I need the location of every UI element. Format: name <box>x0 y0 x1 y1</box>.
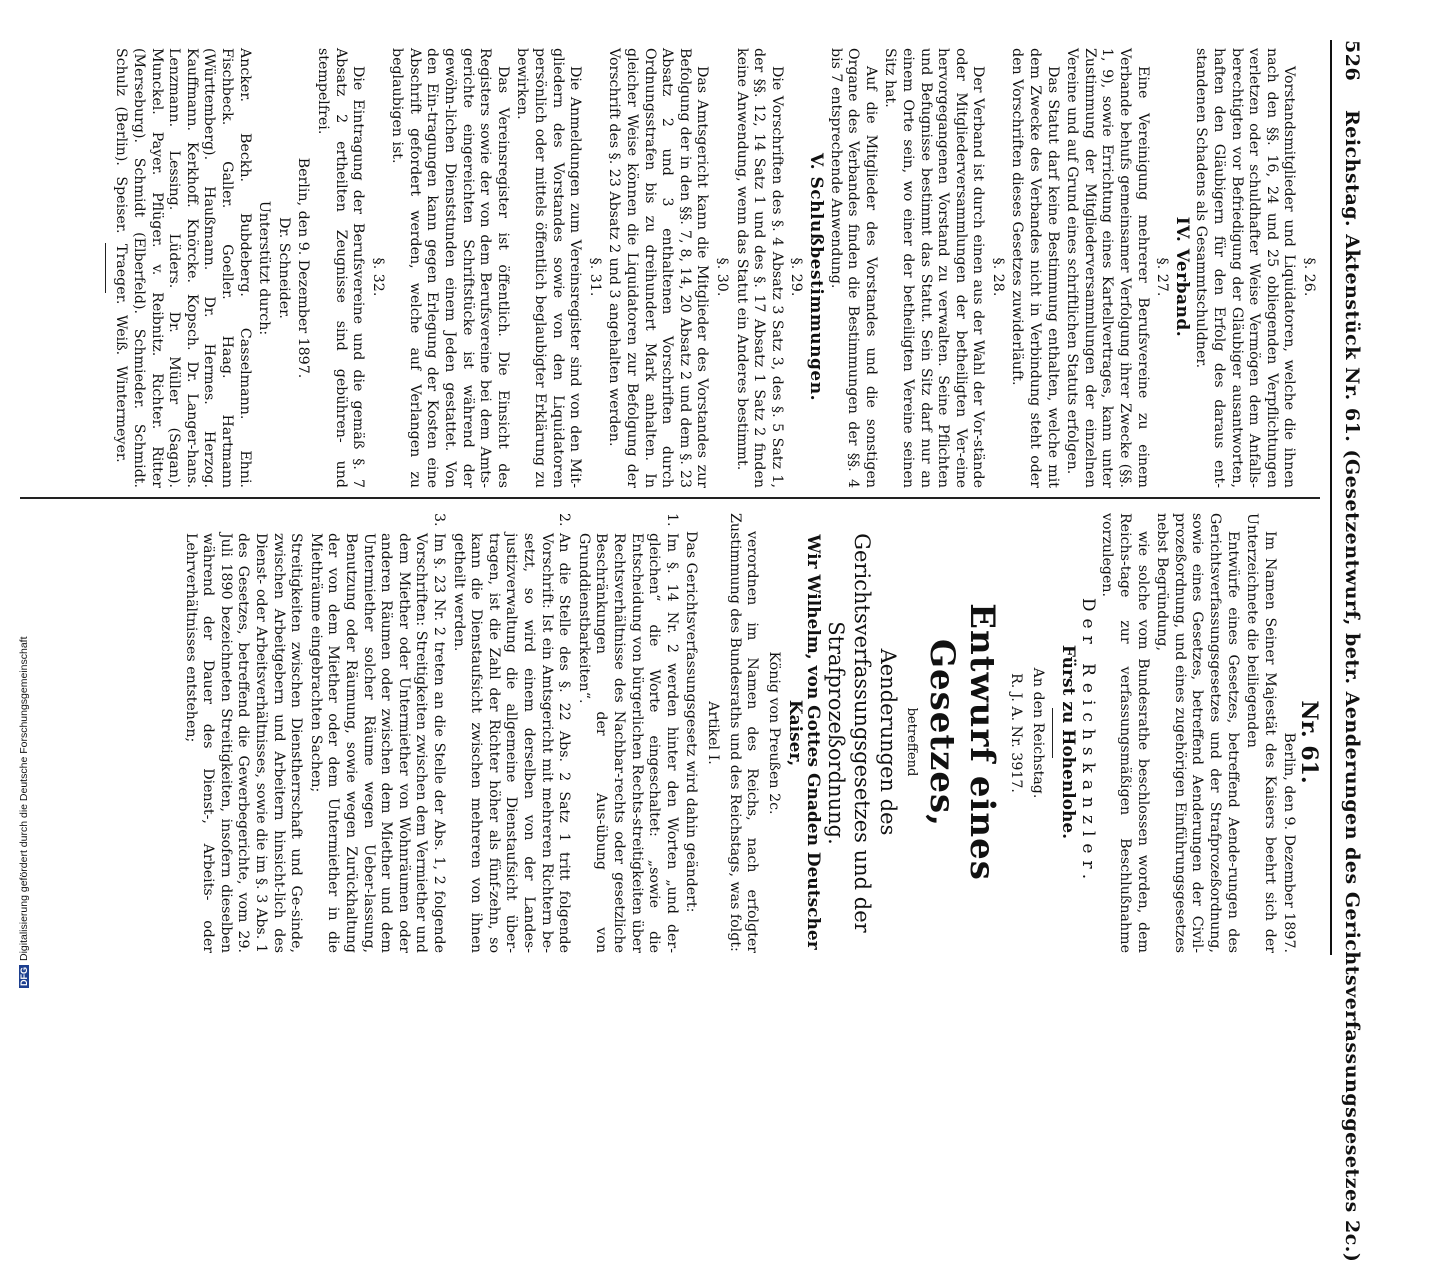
reference-line: An den Reichstag. <box>1029 667 1046 799</box>
signature-line: Berlin, den 9. Dezember 1897. <box>295 157 312 379</box>
section-number: §. 30. <box>714 257 730 297</box>
list-item <box>574 513 680 953</box>
list-text: Im §. 23 Nr. 2 treten an die Stelle der Abs. 1, 2 folgende Vorschriften: Streitigkeiten zwischen dem Vermiether und dem Miether oder Untermiether von Wohnräumen oder anderen Räumen oder zwischen dem Miether und dem Untermiether solcher Räume wegen Ueber-lassung, Benutzung oder Räumung, sowie wegen Zurückhaltung der von dem Miether oder dem Untermiether in die Miethräume eingebrachten Sachen; <box>307 533 448 953</box>
list-number: 2. <box>556 513 573 527</box>
bill-subtitle: betreffend <box>904 707 920 777</box>
signature-line: Unterstützt durch: <box>256 200 273 336</box>
section-number: §. 31. <box>586 257 603 297</box>
list-paragraph: Streitigkeiten zwischen Dienstherrschaft und Ge-sinde, zwischen Arbeitgebern und Arbeitern hinsicht-lich des Dienst- oder Arbeitsverhältnisses, sowie die im §. 3 Abs. 1 des Gesetzes, betreffend die Gewerbegerichte, vom 29. Juli 1890 bezeichneten Streitigkeiten, insofern dieselben während der Dauer des Dienst-, Arbeits- oder Lehrverhältnisses entstehen; <box>182 533 305 953</box>
section-number: §. 26. <box>1301 257 1317 297</box>
list-number: 3. <box>431 513 448 527</box>
paragraph: Der Verband ist durch einen aus der Wahl der Vor-stände oder Mitgliederversammlungen der betheiligten Ver-eine hervorgegangenen Vorstand zu verwalten. Seine Pflichten und Befugnisse bestimmt das Statut. Sein Sitz darf nur an einem Orte sein, wo einer der betheiligten Vereine seinen Sitz hat. <box>882 48 987 488</box>
paragraph: Eine Vereinigung mehrerer Berufsvereine zu einem Verbande behufs gemeinsamer Verfolgung ihrer Zwecke (§§. 1, 9), sowie Errichtung eines Kartellvertrages, kann unter Zustimmung der Mitgliederversammlungen der einzelnen Vereine und auf Grund eines schriftlichen Statuts erfolgen. <box>1064 48 1151 488</box>
column-divider <box>20 497 1320 499</box>
section-heading: V. Schlußbestimmungen. <box>805 152 826 402</box>
paragraph: Im Namen Seiner Majestät des Kaisers beehrt sich der Unterzeichnete die beiliegenden <box>1244 513 1278 953</box>
bold-line: Fürst zu Hohenlohe. <box>1058 644 1079 840</box>
digitization-footer <box>2 12 30 988</box>
section-number: §. 32. <box>369 257 386 297</box>
list-item <box>306 513 447 953</box>
document-number: Nr. 61. <box>1296 700 1322 784</box>
list-text: Im §. 14 Nr. 2 werden hinter den Worten „und der-gleichen“ die Worte eingeschaltet: „sowie die Entscheidung von bürgerlichen Rechts-streitigkeiten über Rechtsverhältnisse des Nachbar-rechts oder gesetzliche Beschränkungen der Aus-übung von Grunddienstbarkeiten“. <box>575 533 680 953</box>
reference-line: R. J. A. Nr. 3917. <box>1008 673 1025 793</box>
list-text: An die Stelle des §. 22 Abs. 2 Satz 1 tritt folgende Vorschrift: Ist ein Amtsgericht mit mehreren Richtern be-setzt, so wird einem derselben von der Landes-justizverwaltung die allgemeine Dienstaufsicht über-tragen, ist die Zahl der Richter höher als fünf-zehn, so kann die Dienstaufsicht zwischen mehreren von ihnen getheilt werden. <box>450 533 573 953</box>
page-number: 526 <box>1341 40 1363 82</box>
section-number: §. 28. <box>989 257 1006 297</box>
dfg-logo: DFG <box>19 967 29 986</box>
bold-line: Wir Wilhelm, von Gottes Gnaden Deutscher Kaiser, <box>785 534 823 950</box>
centered-line: Artikel I. <box>704 701 721 765</box>
bill-subject: Aenderungen des Gerichtsverfassungsgesetzes und der Strafprozeßordnung. <box>823 533 900 933</box>
supporters-list: Ancker. Beckh. Bubdeberg. Casselmann. Ehni. Fischbeck. Galler. Goeller. Haag. Hartmann (Württemberg). Haußmann. Dr. Hermes. Herzog. Kauffmann. Kerkhoff. Knörcke. Kopsch. Dr. Langer-hans. Lenzmann. Lessing. Lüders. Dr. Müller (Sagan). Munckel. Payer. Pflüger. v. Reibnitz. Richter. Ritter (Merseburg). Schmidt (Elberfeld). Schmieder. Schmidt. Schulz (Berlin). Speiser. Traeger. Weiß. Wintermeyer. <box>113 48 253 488</box>
running-title: Reichstag. Aktenstück Nr. 61. (Gesetzentwurf, betr. Aenderungen des Gerichtsverfassungsgesetzes 2c.) <box>1341 110 1363 1262</box>
section-number: §. 29. <box>788 257 805 297</box>
document-date: Berlin, den 9. Dezember 1897. <box>1281 732 1298 953</box>
list-number: 1. <box>663 513 680 527</box>
paragraph: Die Vorschriften des §. 4 Absatz 3 Satz 3, des §. 5 Satz 1, der §§. 12, 14 Satz 1 und des §. 17 Absatz 1 Satz 2 finden keine Anwendung, wenn das Statut ein Anderes bestimmt. <box>733 48 785 488</box>
header-rule <box>1330 40 1332 955</box>
separator-line <box>105 243 106 293</box>
centered-line: König von Preußen 2c. <box>765 651 782 815</box>
running-header <box>1335 40 1363 1262</box>
digitization-credit: Digitalisierung gefördert durch die Deutsche Forschungsgemeinschaft <box>18 636 30 961</box>
signature-line: Dr. Schneider. <box>275 217 292 319</box>
section-number: §. 27. <box>1154 257 1171 297</box>
paragraph: Das Amtsgericht kann die Mitglieder des Vorstandes zur Befolgung der in den §§. 7, 8, 14, 20 Absatz 2 und dem §. 23 Absatz 2 und 3 enthaltenen Vorschriften durch Ordnungsstrafen bis zu dreihundert Mark anhalten. In gleicher Weise können die Liquidatoren zur Befolgung der Vorschrift des §. 23 Absatz 2 und 3 angehalten werden. <box>606 48 711 488</box>
paragraph: Entwürfe eines Gesetzes, betreffend Aende-rungen des Gerichtsverfassungsgesetzes und der Strafprozeßordnung, sowie eines Gesetzes, betreffend Aenderungen der Civil-prozeßordnung, und eines zugehörigen Einführungsgesetzes nebst Begründung, <box>1154 513 1241 953</box>
paragraph: Vorstandsmitglieder und Liquidatoren, welche die ihnen nach den §§. 16, 24 und 25 obliegenden Verpflichtungen verletzen oder schuldhafter Weise Vermögen dem Anfalls-berechtigten vor Befriedigung der Gläubiger ausantworten, haften den Gläubigern für den Erfolg des daraus ent-standenen Schadens als Gesammtschuldner. <box>1193 48 1298 488</box>
paragraph: Das Gerichtsverfassungsgesetz wird dahin geändert: <box>683 531 700 913</box>
paragraph: Das Vereinsregister ist öffentlich. Die Einsicht des Registers sowie der von dem Berufsvereine bei dem Amts-gerichte eingereichten Schriftstücke ist während der gewöhn-lichen Dienststunden einem Jeden gestattet. Von den Ein-tragungen kann gegen Erlegung der Kosten eine Abschrift gefordert werden, welche auf Verlangen zu beglaubigen ist. <box>389 48 511 488</box>
paragraph: Auf die Mitglieder des Vorstandes und die sonstigen Organe des Verbandes finden die Bestimmungen der §§. 4 bis 7 entsprechende Anwendung. <box>827 48 879 488</box>
paragraph: Die Anmeldungen zum Vereinsregister sind von den Mit-gliedern des Vorstandes sowie von den Liquidatoren persönlich oder mittels öffentlich beglaubigter Erklärung zu bewirken. <box>514 48 584 488</box>
paragraph: wie solche vom Bundesrathe beschlossen worden, dem Reichs-tage zur verfassungsmäßigen Beschlußnahme vorzulegen. <box>1099 513 1151 953</box>
list-item <box>449 513 572 953</box>
separator-line <box>1052 708 1053 758</box>
paragraph: verordnen im Namen des Reichs, nach erfolgter Zustimmung des Bundesraths und des Reichstags, was folgt: <box>726 513 761 953</box>
right-column <box>179 513 1322 953</box>
paragraph: Die Eintragung der Berufsvereine und die gemäß §. 7 Absatz 2 ertheilten Zeugnisse sind gebühren- und stempelfrei. <box>314 48 367 488</box>
section-heading: IV. Verband. <box>1171 216 1192 338</box>
paragraph: Das Statut darf keine Bestimmung enthalten, welche mit dem Zwecke des Verbandes nicht in Verbindung steht oder den Vorschriften dieses Gesetzes zuwiderläuft. <box>1009 48 1061 488</box>
bill-title: Entwurf eines Gesetzes, <box>922 603 1003 881</box>
left-column <box>99 48 1317 488</box>
signer-title: Der Reichskanzler. <box>1077 597 1098 887</box>
